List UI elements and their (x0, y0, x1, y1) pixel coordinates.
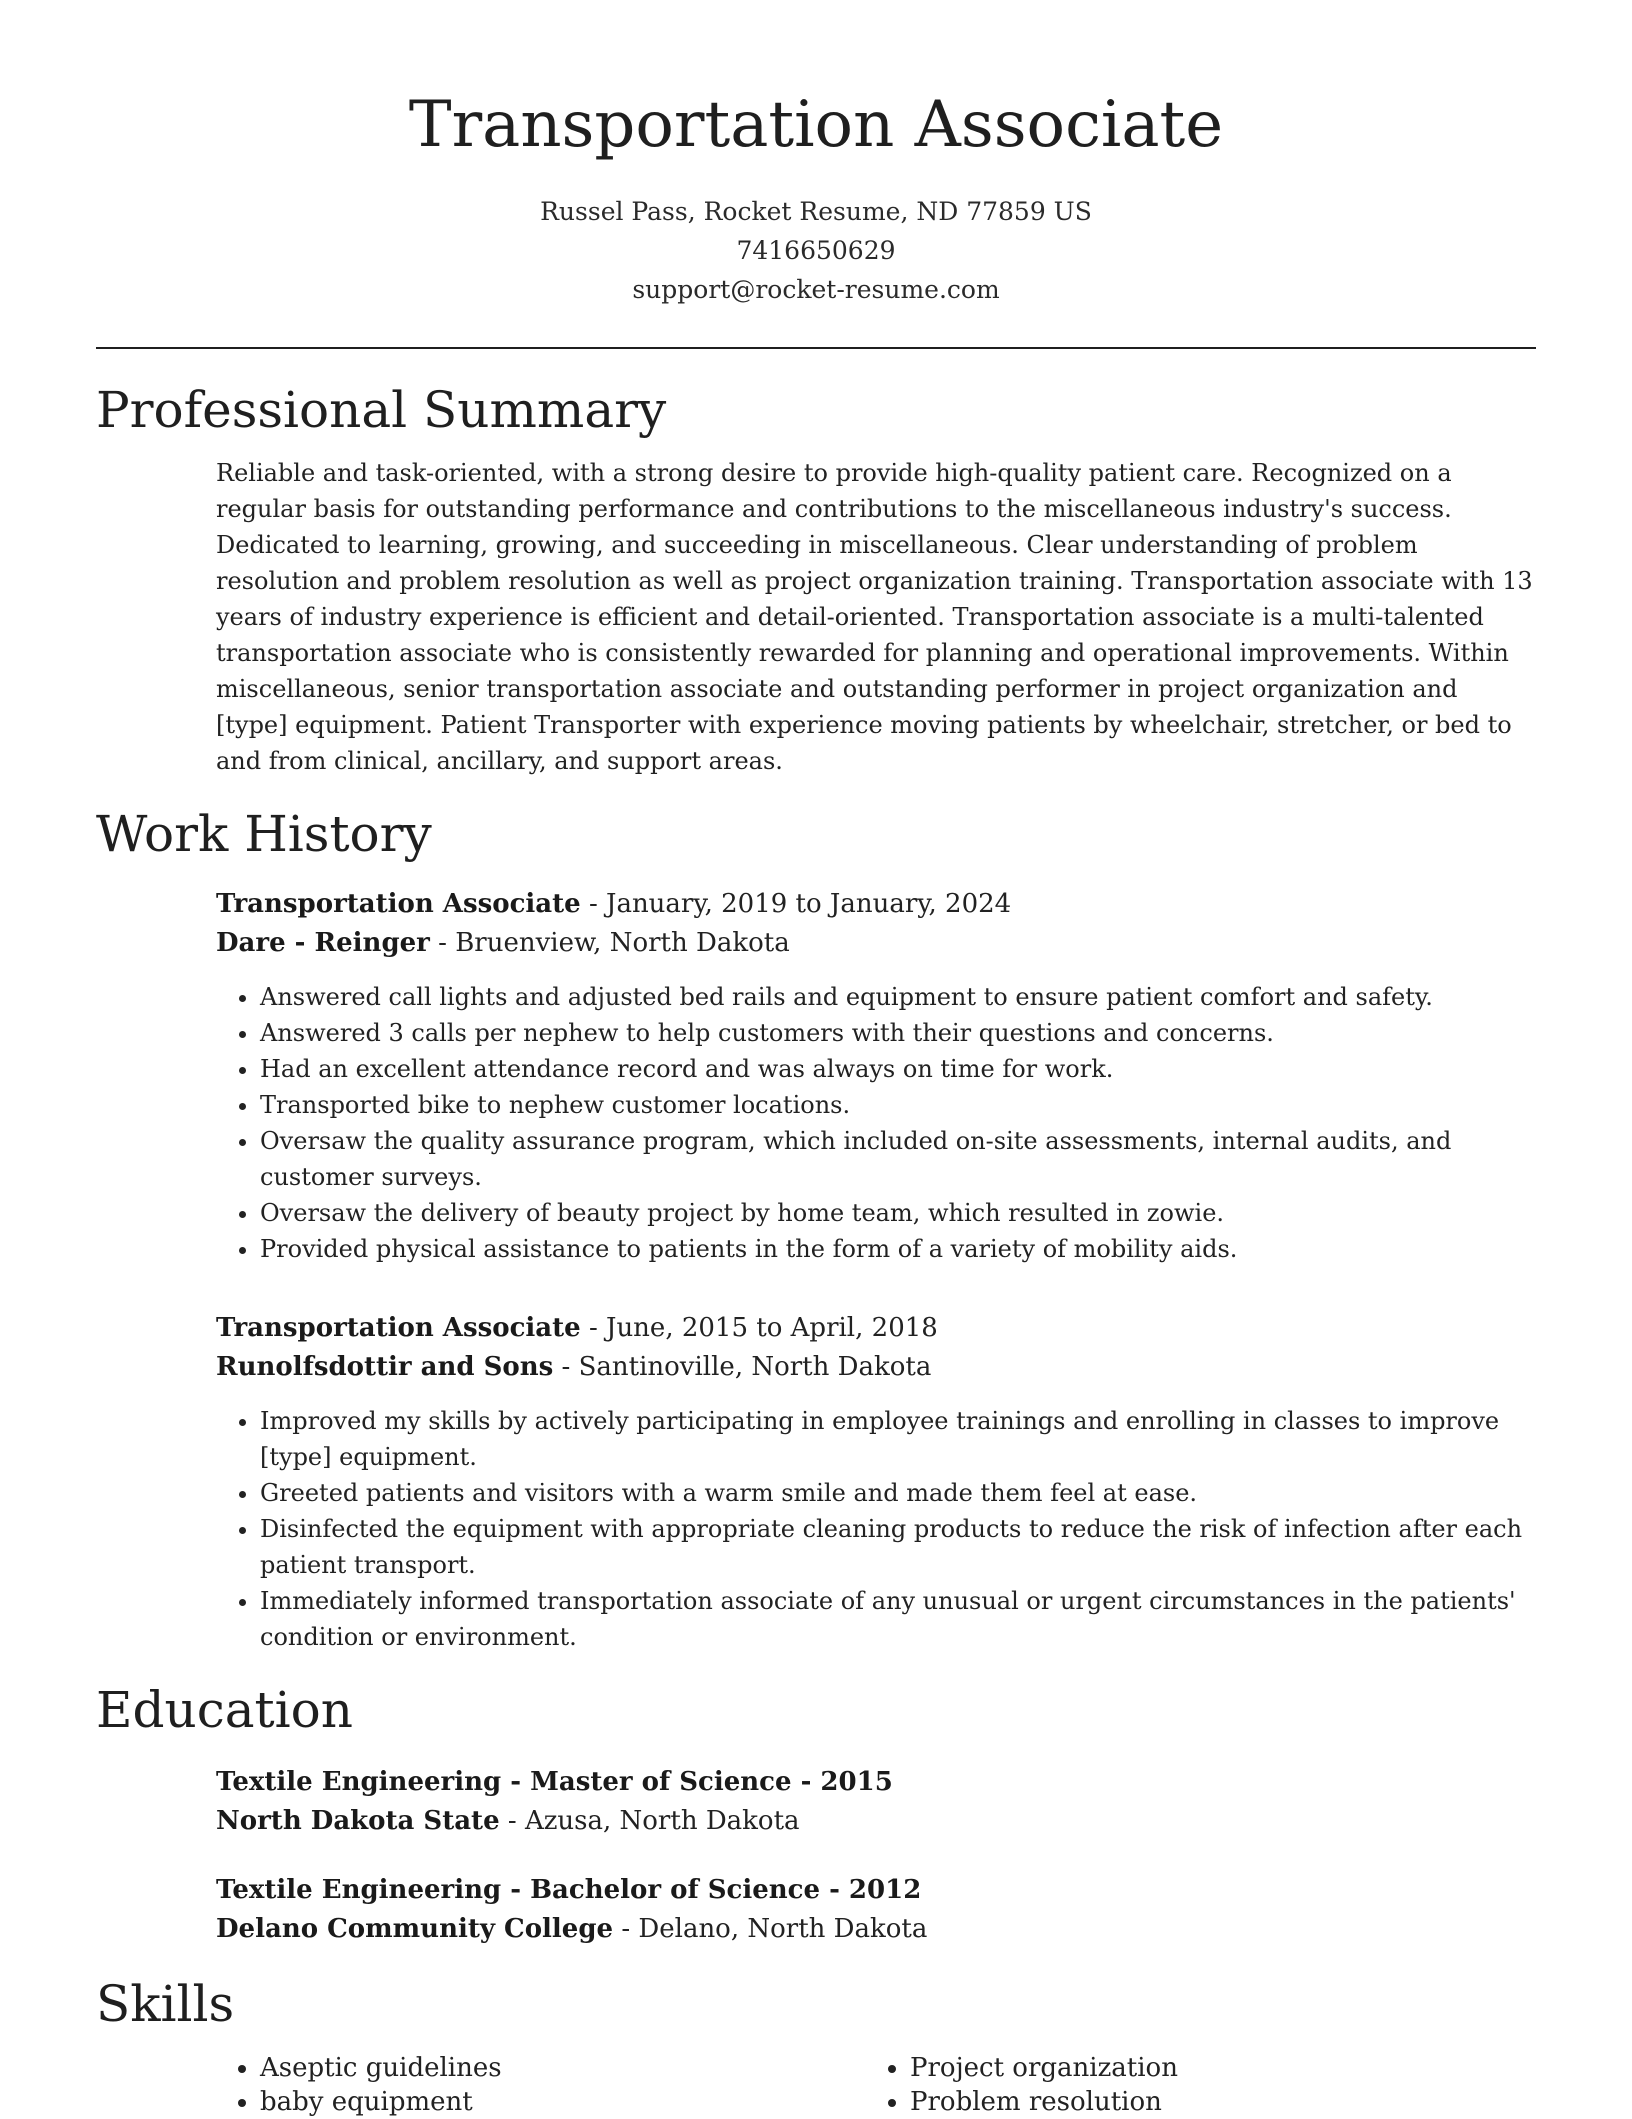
education-degree (216, 1871, 1536, 1910)
section-title-education: Education (96, 1681, 353, 1739)
job-entry (216, 885, 1536, 1267)
job-entry (216, 1309, 1536, 1655)
job-bullets (216, 979, 1536, 1267)
degree-text: Textile Engineering - Master of Science - 2015 (216, 1767, 893, 1797)
summary-text: Reliable and task-oriented, with a strong desire to provide high-quality patient care. Recognized on a regular basis for outstanding performance and contributions to the miscellaneous industry's success. Dedicated to learning, growing, and succeeding in miscellaneous. Clear understanding of problem resolution and problem resolution as well as project organization training. Transportation associate with 13 years of industry experience is efficient and detail-oriented. Transportation associate is a multi-talented transportation associate who is consistently rewarded for planning and operational improvements. Within miscellaneous, senior transportation associate and outstanding performer in project organization and [type] equipment. Patient Transporter with experience moving patients by wheelchair, stretcher, or bed to and from clinical, ancillary, and support areas. (216, 459, 1533, 775)
summary-section (96, 379, 1536, 779)
job-bullets (216, 1403, 1536, 1655)
list-item: • Disinfected the equipment with appropriate cleaning products to reduce the risk of infection after each patient transport. (260, 1511, 1536, 1583)
list-item: • Immediately informed transportation associate of any unusual or urgent circumstances in the patients' condition or environment. (260, 1583, 1536, 1655)
list-item: • Problem resolution (910, 2085, 1516, 2119)
email: support@rocket-resume.com (632, 275, 1000, 304)
degree-text: Textile Engineering - Bachelor of Science - 2012 (216, 1875, 922, 1905)
phone: 7416650629 (736, 236, 896, 265)
school-location: - Delano, North Dakota (613, 1914, 928, 1944)
education-entry (216, 1871, 1536, 1949)
list-item: • Project organization (910, 2051, 1516, 2085)
skills-column-right (866, 2051, 1516, 2119)
candidate-name: Transportation Associate (408, 88, 1224, 162)
job-company: Dare - Reinger (216, 928, 430, 958)
section-title-summary: Professional Summary (96, 381, 667, 439)
job-company-line (216, 924, 1536, 963)
education-entry (216, 1763, 1536, 1841)
section-title-work-history: Work History (96, 805, 432, 863)
education-section (96, 1679, 1536, 1949)
job-location: - Santinoville, North Dakota (553, 1352, 932, 1382)
job-role: Transportation Associate (216, 1313, 581, 1343)
skills-grid (216, 2051, 1536, 2119)
job-location: - Bruenview, North Dakota (429, 928, 790, 958)
school-name: Delano Community College (216, 1914, 614, 1944)
list-item: • Transported bike to nephew customer locations. (260, 1087, 1536, 1123)
list-item: • Answered call lights and adjusted bed rails and equipment to ensure patient comfort and safety. (260, 979, 1536, 1015)
education-degree (216, 1763, 1536, 1802)
skills-column-left (216, 2051, 866, 2119)
job-company: Runolfsdottir and Sons (216, 1352, 554, 1382)
list-item: • Answered 3 calls per nephew to help customers with their questions and concerns. (260, 1015, 1536, 1051)
job-role: Transportation Associate (216, 889, 581, 919)
list-item: • Oversaw the delivery of beauty project by home team, which resulted in zowie. (260, 1195, 1536, 1231)
list-item: • Greeted patients and visitors with a warm smile and made them feel at ease. (260, 1475, 1536, 1511)
list-item: • baby equipment (260, 2085, 866, 2119)
resume-header (96, 0, 1536, 309)
list-item: • Oversaw the quality assurance program, which included on-site assessments, internal audits, and customer surveys. (260, 1123, 1536, 1195)
job-title-line (216, 885, 1536, 924)
skills-section (96, 1973, 1536, 2119)
address: Russel Pass, Rocket Resume, ND 77859 US (540, 197, 1092, 226)
job-dates: - June, 2015 to April, 2018 (580, 1313, 938, 1343)
work-history-section (96, 803, 1536, 1655)
list-item: • Provided physical assistance to patients in the form of a variety of mobility aids. (260, 1231, 1536, 1267)
education-school-line (216, 1910, 1536, 1949)
list-item: • Aseptic guidelines (260, 2051, 866, 2085)
education-school-line (216, 1802, 1536, 1841)
job-title-line (216, 1309, 1536, 1348)
header-divider (96, 347, 1536, 349)
job-dates: - January, 2019 to January, 2024 (580, 889, 1012, 919)
school-location: - Azusa, North Dakota (499, 1806, 800, 1836)
list-item: • Had an excellent attendance record and was always on time for work. (260, 1051, 1536, 1087)
job-company-line (216, 1348, 1536, 1387)
school-name: North Dakota State (216, 1806, 500, 1836)
list-item: • Improved my skills by actively participating in employee trainings and enrolling in classes to improve [type] equipment. (260, 1403, 1536, 1475)
section-title-skills: Skills (96, 1975, 235, 2033)
